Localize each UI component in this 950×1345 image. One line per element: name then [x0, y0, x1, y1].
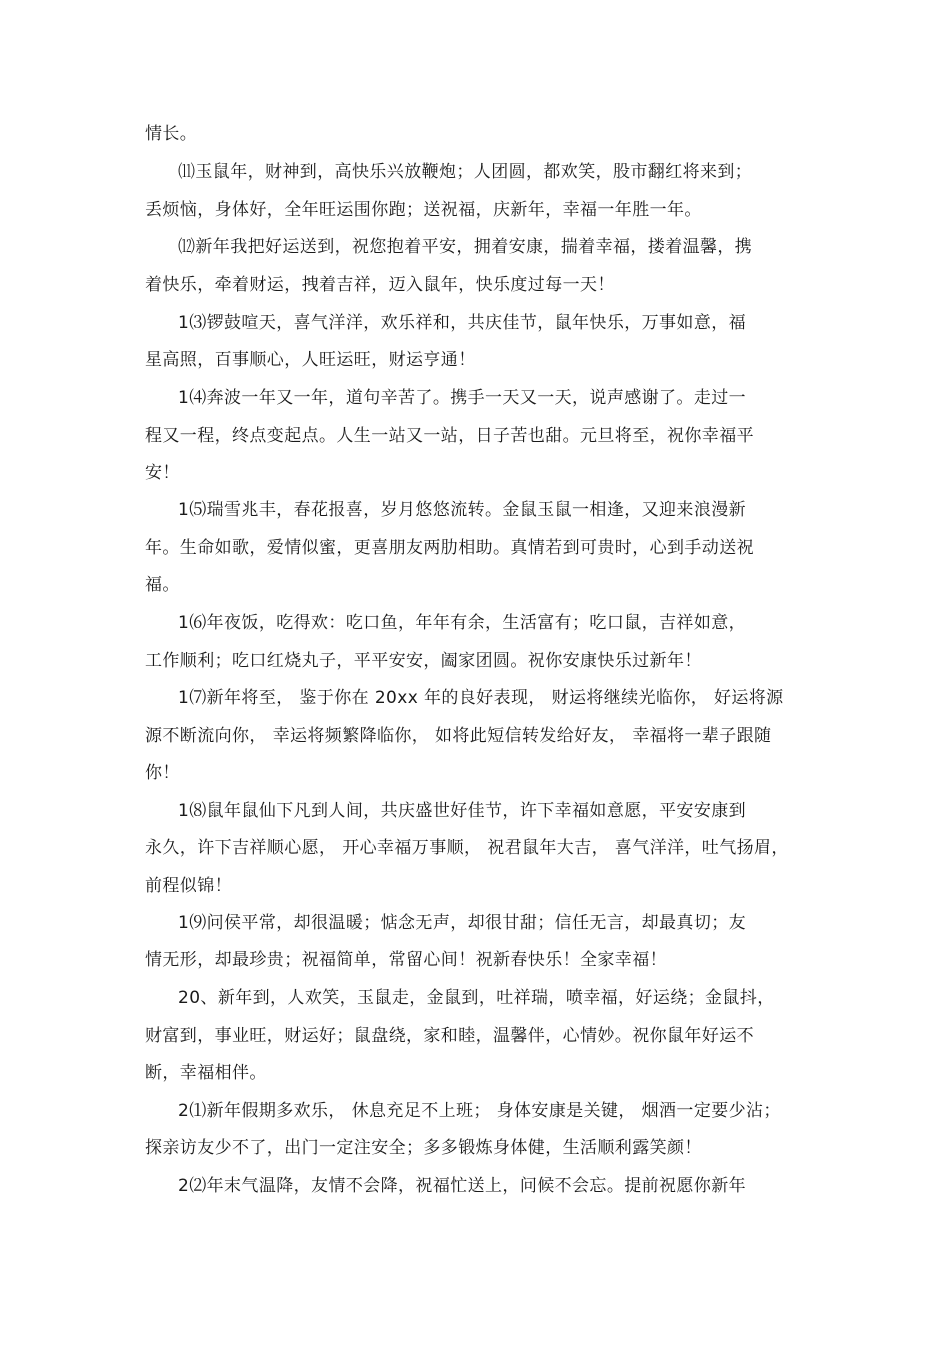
text-line: 财富到，事业旺，财运好；鼠盘绕，家和睦，温馨伴，心情妙。祝你鼠年好运不	[145, 1026, 754, 1046]
text-line: 情长。	[145, 124, 198, 144]
text-line: ⑾玉鼠年，财神到，高快乐兴放鞭炮；人团圆，都欢笑，股市翻红将来到；	[178, 162, 753, 182]
text-line: 着快乐，牵着财运，拽着吉祥，迈入鼠年，快乐度过每一天！	[145, 275, 615, 295]
text-line: 1⑼问侯平常，却很温暖；惦念无声，却很甘甜；信任无言，却最真切；友	[178, 913, 747, 933]
text-line: 1⑺新年将至， 鉴于你在 20xx 年的良好表现， 财运将继续光临你， 好运将源	[178, 688, 784, 708]
text-line: 安！	[145, 463, 180, 483]
text-line: 程又一程，终点变起点。人生一站又一站，日子苦也甜。元旦将至，祝你幸福平	[145, 426, 754, 446]
text-line: 1⑹年夜饭，吃得欢：吃口鱼，年年有余，生活富有；吃口鼠，吉祥如意，	[178, 613, 747, 633]
text-line: 探亲访友少不了，出门一定注安全；多多锻炼身体健，生活顺利露笑颜！	[145, 1138, 702, 1158]
text-line: 情无形，却最珍贵；祝福简单，常留心间！祝新春快乐！全家幸福！	[145, 950, 667, 970]
text-line: 工作顺利；吃口红烧丸子，平平安安，阖家团圆。祝你安康快乐过新年！	[145, 651, 702, 671]
text-line: 20、新年到，人欢笑，玉鼠走，金鼠到，吐祥瑞，喷幸福，好运绕；金鼠抖，	[178, 988, 775, 1008]
text-line: ⑿新年我把好运送到，祝您抱着平安，拥着安康，揣着幸福，搂着温馨，携	[178, 237, 753, 257]
text-line: 1⑶锣鼓喧天，喜气洋洋，欢乐祥和，共庆佳节，鼠年快乐，万事如意，福	[178, 313, 747, 333]
text-line: 1⑻鼠年鼠仙下凡到人间，共庆盛世好佳节，许下幸福如意愿，平安安康到	[178, 801, 747, 821]
text-line: 星高照，百事顺心，人旺运旺，财运亨通！	[145, 350, 476, 370]
text-line: 福。	[145, 575, 180, 595]
text-line: 2⑴新年假期多欢乐， 休息充足不上班； 身体安康是关键， 烟酒一定要少沾；	[178, 1101, 781, 1121]
text-line: 断，幸福相伴。	[145, 1063, 267, 1083]
text-line: 2⑵年末气温降，友情不会降，祝福忙送上，问候不会忘。提前祝愿你新年	[178, 1176, 747, 1196]
text-line: 你！	[145, 763, 180, 783]
text-line: 源不断流向你， 幸运将频繁降临你， 如将此短信转发给好友， 幸福将一辈子跟随	[145, 726, 772, 746]
text-line: 年。生命如歌，爱情似蜜，更喜朋友两肋相助。真情若到可贵时，心到手动送祝	[145, 538, 754, 558]
text-line: 前程似锦！	[145, 876, 232, 896]
text-line: 1⑸瑞雪兆丰，春花报喜，岁月悠悠流转。金鼠玉鼠一相逢，又迎来浪漫新	[178, 500, 747, 520]
text-line: 1⑷奔波一年又一年，道句辛苦了。携手一天又一天，说声感谢了。走过一	[178, 388, 747, 408]
text-line: 永久，许下吉祥顺心愿， 开心幸福万事顺， 祝君鼠年大吉， 喜气洋洋，吐气扬眉，	[145, 838, 789, 858]
text-line: 丢烦恼，身体好，全年旺运围你跑；送祝福，庆新年，幸福一年胜一年。	[145, 200, 702, 220]
